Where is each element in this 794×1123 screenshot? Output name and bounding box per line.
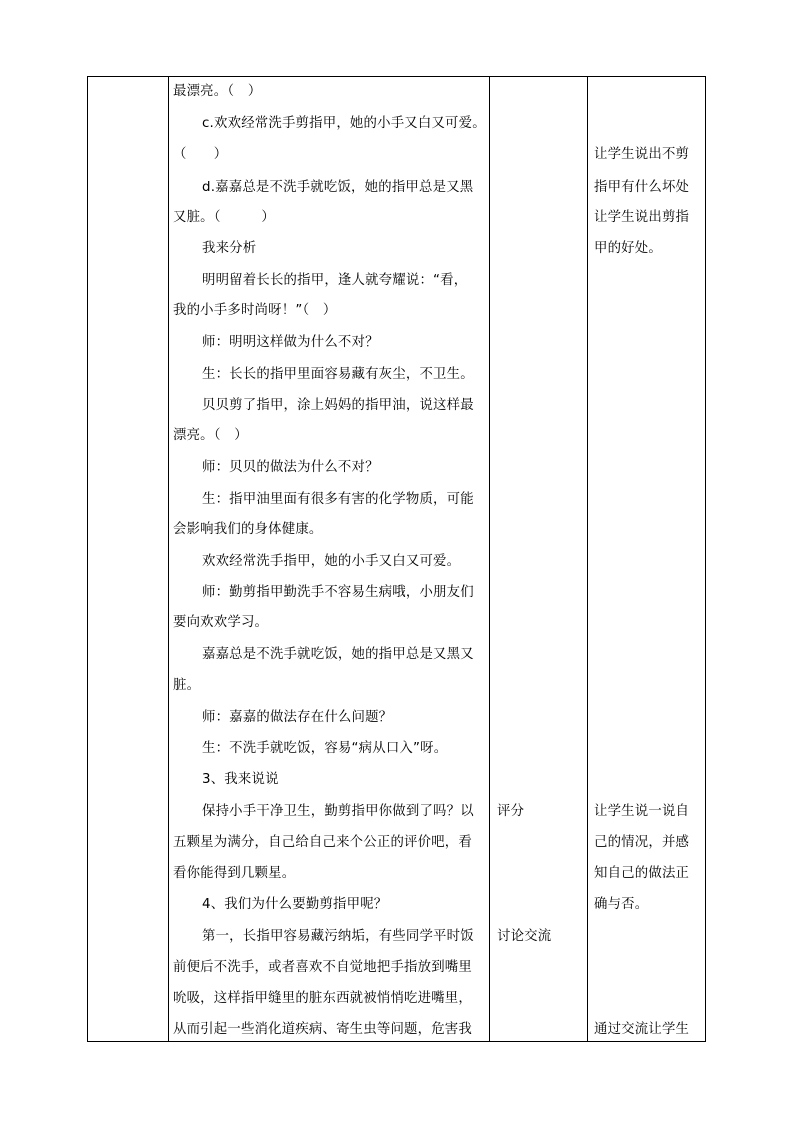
purpose-line: 让学生说出不剪: [594, 147, 690, 162]
content-line: 漂亮。（ ）: [173, 428, 248, 443]
purpose-line: 指甲有什么坏处: [594, 180, 690, 195]
content-line: 生：指甲油里面有很多有害的化学物质，可能: [202, 492, 474, 507]
purpose-line: 确与否。: [594, 897, 649, 912]
method-label-scoring: 评分: [497, 804, 525, 819]
column-divider-2: [489, 77, 490, 1041]
content-line: 五颗星为满分，自己给自己来个公正的评价吧，看: [173, 835, 472, 850]
content-line: （ ）: [173, 147, 228, 162]
content-line: 前便后不洗手，或者喜欢不自觉地把手指放到嘴里: [173, 960, 472, 975]
content-line: 第一，长指甲容易藏污纳垢，有些同学平时饭: [202, 929, 474, 944]
content-line: 保持小手干净卫生，勤剪指甲你做到了吗？以: [202, 804, 474, 819]
section-heading: 我来分析: [202, 241, 257, 256]
content-line: 生：长长的指甲里面容易藏有灰尘，不卫生。: [202, 367, 474, 382]
content-line: d.嘉嘉总是不洗手就吃饭，她的指甲总是又黑: [202, 180, 474, 195]
column-divider-3: [587, 77, 588, 1041]
content-line: 生：不洗手就吃饭，容易“病从口入”呀。: [202, 741, 448, 756]
section-heading: 4、我们为什么要勤剪指甲呢？: [202, 897, 388, 912]
section-heading: 3、我来说说: [202, 772, 279, 787]
content-line: 嘉嘉总是不洗手就吃饭，她的指甲总是又黑又: [202, 647, 474, 662]
content-line: 师：嘉嘉的做法存在什么问题？: [202, 710, 393, 725]
content-line: 最漂亮。（ ）: [173, 84, 262, 99]
content-line: 欢欢经常洗手指甲，她的小手又白又可爱。: [202, 554, 461, 569]
content-line: 师：贝贝的做法为什么不对？: [202, 460, 379, 475]
purpose-line: 让学生说一说自: [594, 804, 690, 819]
content-line: 从而引起一些消化道疾病、寄生虫等问题，危害我: [173, 1022, 472, 1037]
purpose-line: 通过交流让学生: [594, 1022, 690, 1037]
purpose-line: 知自己的做法正: [594, 866, 690, 881]
content-line: 贝贝剪了指甲，涂上妈妈的指甲油，说这样最: [202, 398, 474, 413]
content-line: 明明留着长长的指甲，逢人就夸耀说：“看，: [202, 273, 468, 288]
content-line: 师：明明这样做为什么不对？: [202, 335, 379, 350]
purpose-line: 己的情况，并感: [594, 835, 690, 850]
purpose-line: 甲的好处。: [594, 241, 662, 256]
content-line: 师：勤剪指甲勤洗手不容易生病哦，小朋友们: [202, 585, 474, 600]
purpose-line: 让学生说出剪指: [594, 210, 690, 225]
content-line: 看你能得到几颗星。: [173, 866, 296, 881]
content-line: c.欢欢经常洗手剪指甲，她的小手又白又可爱。: [202, 116, 486, 131]
content-line: 脏。: [173, 678, 201, 693]
content-line: 又脏。（ ）: [173, 210, 276, 225]
content-line: 要向欢欢学习。: [173, 615, 269, 630]
content-line: 会影响我们的身体健康。: [173, 522, 323, 537]
content-line: 吮吸，这样指甲缝里的脏东西就被悄悄吃进嘴里，: [173, 991, 472, 1006]
method-label-discussion: 讨论交流: [497, 929, 552, 944]
column-divider-1: [168, 77, 169, 1041]
content-line: 我的小手多时尚呀！”（ ）: [173, 303, 337, 318]
